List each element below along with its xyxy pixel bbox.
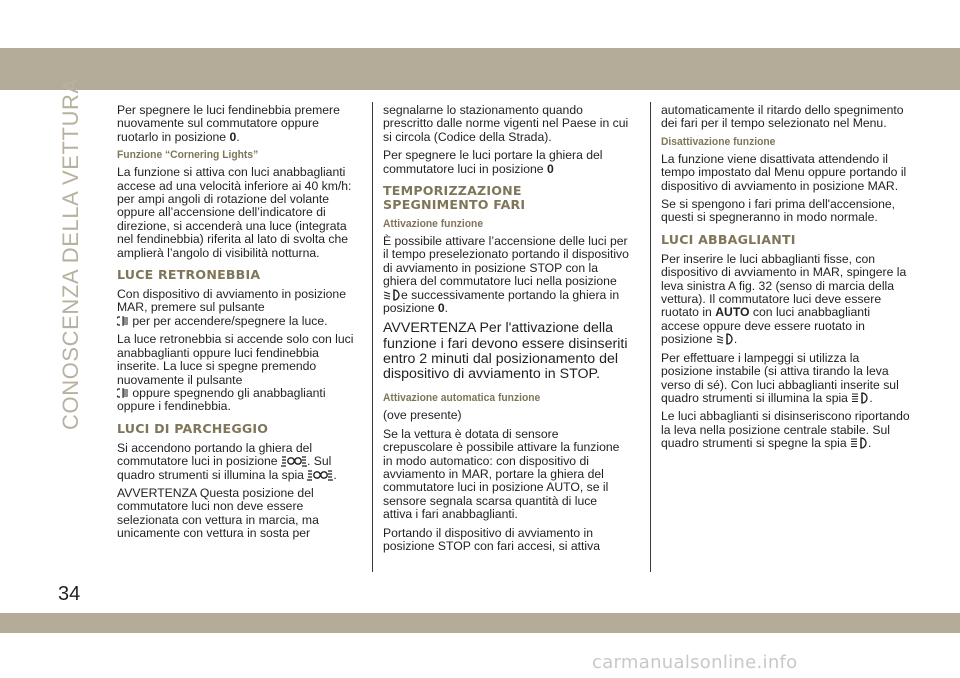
paragraph: Per spegnere le luci fendinebbia premere nuovamente sul commutatore oppure ruotarlo in posizione 0. xyxy=(117,103,340,144)
page-number: 34 xyxy=(58,583,81,605)
section-heading: LUCE RETRONEBBIA xyxy=(117,267,261,283)
paragraph: Per inserire le luci abbaglianti fisse, con dispositivo di avviamento in MAR, spingere la leva sinistra A fig. 32 (senso di marcia della vettura). Il commutatore luci deve essere ruotato in AUTO con luci anabbaglianti accese oppure deve essere ruotato in posizione . xyxy=(661,251,907,347)
paragraph: Per spegnere le luci portare la ghiera del commutatore luci in posizione 0 xyxy=(383,148,603,176)
header-band xyxy=(0,48,960,90)
rear-fog-light-icon xyxy=(117,387,129,399)
high-beam-icon xyxy=(851,392,869,404)
rear-fog-light-icon xyxy=(117,315,129,327)
section-heading: LUCI ABBAGLIANTI xyxy=(661,231,796,247)
paragraph: La funzione viene disattivata attendendo il tempo impostato dal Menu oppure portando il dispositivo di avviamento in posizione MAR. xyxy=(661,151,907,193)
footer-band xyxy=(0,613,960,633)
chapter-title: CONOSCENZA DELLA VETTURA xyxy=(58,78,83,430)
paragraph: Se si spengono i fari prima dell'accensione, questi si spegneranno in modo normale. xyxy=(661,197,896,225)
column-3 xyxy=(661,104,911,456)
low-beam-icon xyxy=(383,289,401,301)
paragraph: Con dispositivo di avviamento in posizione MAR, premere sul pulsante per per accendere/spegnere la luce. xyxy=(117,287,346,328)
paragraph: Si accendono portando la ghiera del commutatore luci in posizione . Sul quadro strumenti si illumina la spia . xyxy=(117,440,337,482)
paragraph: Per effettuare i lampeggi si utilizza la posizione instabile (si attiva tirando la leva verso di sé). Con luci abbaglianti inserite sul quadro strumenti si illumina la spia . xyxy=(661,350,899,405)
paragraph: La funzione si attiva con luci anabbaglianti accese ad una velocità inferiore ai 40 km/h: per ampi angoli di rotazione del volante oppure all’accensione dell’indicatore di direzione, si accenderà una luce (integrata nel fendinebbia) riferita al lato di svolta che amplierà l’angolo di visibilità notturna. xyxy=(117,165,352,260)
section-heading: LUCI DI PARCHEGGIO xyxy=(117,420,269,436)
subheading: Attivazione funzione xyxy=(383,218,484,231)
column-divider xyxy=(650,102,651,572)
paragraph: La luce retronebbia si accende solo con luci anabbaglianti oppure luci fendinebbia inserite. La luce si spegne premendo nuovamente il pulsante oppure spegnendo gli anabbaglianti oppure i fendinebbia. xyxy=(117,332,354,414)
column-1 xyxy=(117,104,361,546)
column-divider xyxy=(372,102,373,572)
parking-light-icon xyxy=(281,455,307,467)
high-beam-icon xyxy=(850,437,868,449)
paragraph: Se la vettura è dotata di sensore crepuscolare è possibile attivare la funzione in modo automatico: con dispositivo di avviamento in MAR, portare la ghiera del commutatore luci in posizione AUTO, se il sensore segnala scarsa quantità di luce attiva i fari anabbaglianti. xyxy=(383,426,620,522)
paragraph: È possibile attivare l’accensione delle luci per il tempo preselezionato portando il dispositivo di avviamento in posizione STOP con la ghiera del commutatore luci nella posizione e successivamente portando la ghiera in posizione 0. xyxy=(383,234,629,316)
watermark: carmanualsonline.info xyxy=(592,652,798,673)
paragraph: AVVERTENZA Questa posizione del commutatore luci non deve essere selezionata con vettura in marcia, ma unicamente con vettura in sosta per xyxy=(117,485,319,541)
paragraph: automaticamente il ritardo dello spegnimento dei fari per il tempo selezionato nel Menu. xyxy=(661,103,904,131)
section-heading: TEMPORIZZAZIONE SPEGNIMENTO FARI xyxy=(383,183,526,213)
subheading: Attivazione automatica funzione xyxy=(383,392,541,405)
paragraph: Le luci abbaglianti si disinseriscono riportando la leva nella posizione centrale stabile. Sul quadro strumenti si spegne la spia . xyxy=(661,409,910,451)
subheading: Funzione “Cornering Lights” xyxy=(117,149,259,162)
warning-note: AVVERTENZA Per l'attivazione della funzione i fari devono essere disinseriti entro 2 minuti dal posizionamento del dispositivo di avviamento in STOP. xyxy=(383,320,628,383)
paragraph: (ove presente) xyxy=(383,408,462,423)
paragraph: segnalarne lo stazionamento quando prescritto dalle norme vigenti nel Paese in cui si circola (Codice della Strada). xyxy=(383,103,629,144)
parking-light-icon xyxy=(307,469,333,481)
paragraph: Portando il dispositivo di avviamento in posizione STOP con fari accesi, si attiva xyxy=(383,525,600,553)
subheading: Disattivazione funzione xyxy=(661,135,776,148)
column-2 xyxy=(383,104,629,558)
low-beam-icon xyxy=(716,333,734,345)
